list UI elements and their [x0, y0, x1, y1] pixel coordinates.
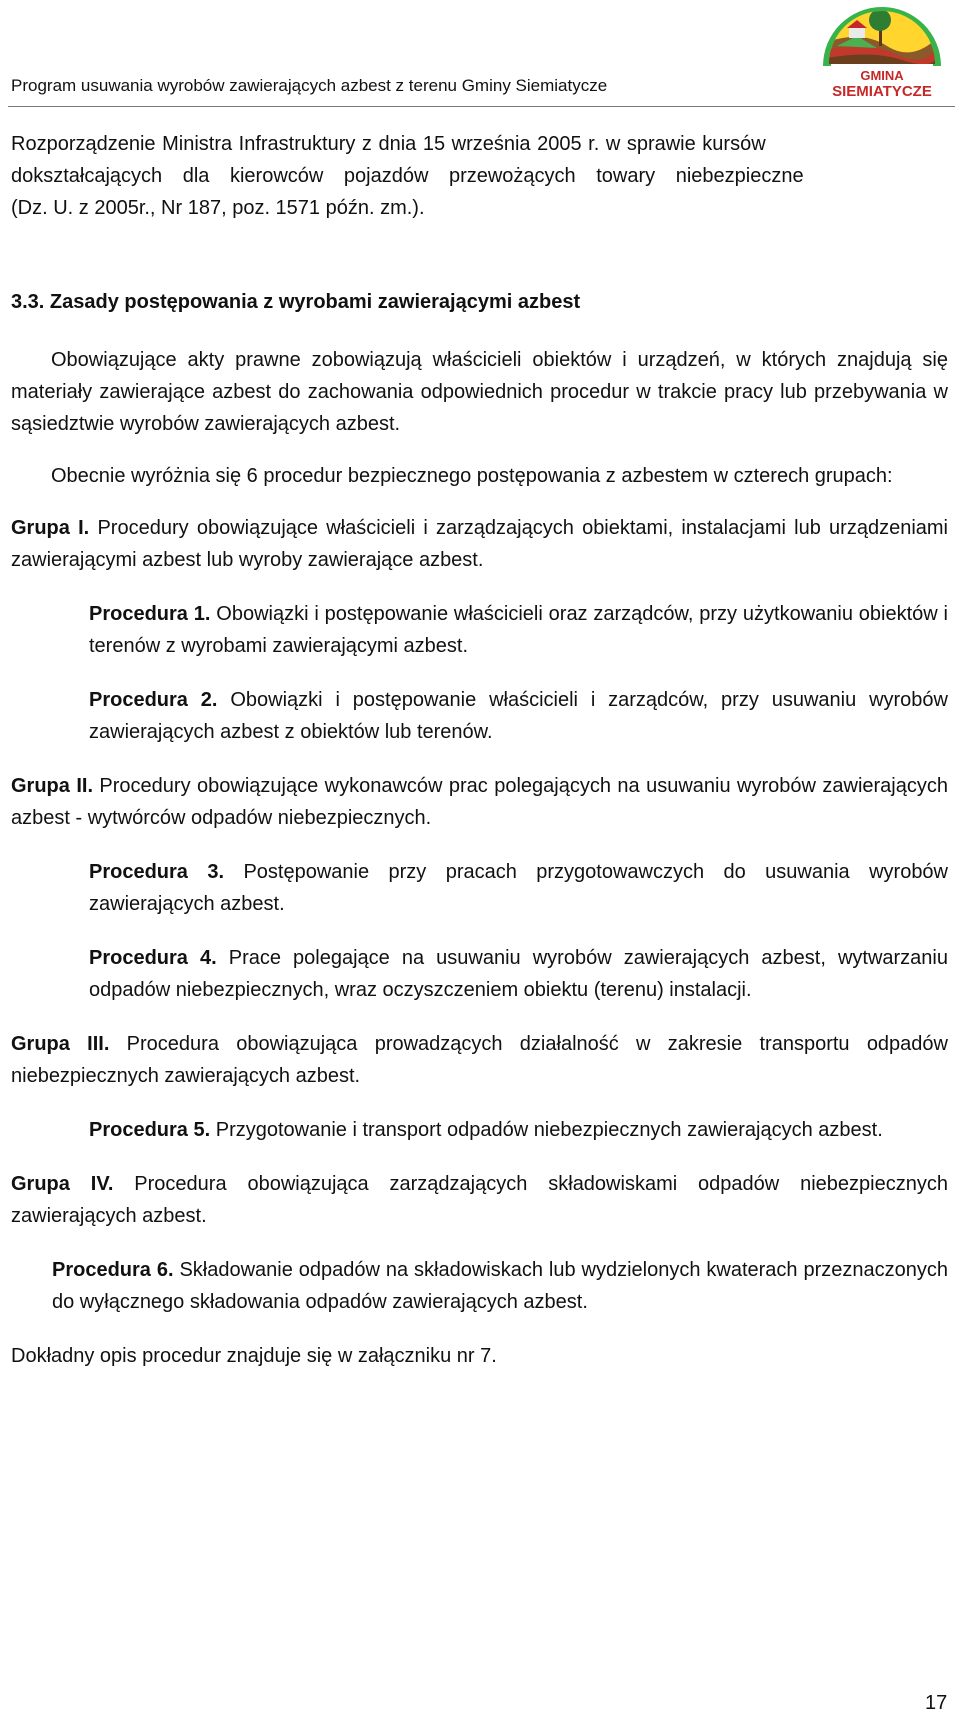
- procedure-5-text: Przygotowanie i transport odpadów niebezpiecznych zawierających azbest.: [210, 1119, 883, 1141]
- group-4-label: Grupa IV.: [11, 1173, 114, 1195]
- group-3: [11, 1028, 948, 1092]
- procedure-4-label: Procedura 4.: [89, 947, 217, 969]
- section-paragraph-1: Obowiązujące akty prawne zobowiązują właścicieli obiektów i urządzeń, w których znajdują się materiały zawierające azbest do zachowania odpowiednich procedur w trakcie pracy lub przebywania w sąsiedztwie wyrobów zawierających azbest.: [11, 349, 948, 435]
- group-2: [11, 770, 948, 834]
- procedure-1-text: Obowiązki i postępowanie właścicieli oraz zarządców, przy użytkowaniu obiektów i terenów z wyrobami zawierającymi azbest.: [89, 603, 948, 657]
- procedure-3-text: Postępowanie przy pracach przygotowawczych do usuwania wyrobów zawierających azbest.: [89, 861, 949, 915]
- intro-line-3: (Dz. U. z 2005r., Nr 187, poz. 1571 późn. zm.).: [11, 197, 425, 219]
- group-4: [11, 1168, 948, 1232]
- intro-line-1: Rozporządzenie Ministra Infrastruktury z dnia 15 września 2005 r. w sprawie kursów: [11, 133, 766, 155]
- procedure-2-label: Procedura 2.: [89, 689, 218, 711]
- group-1: [11, 512, 948, 576]
- procedure-4: [11, 942, 948, 1006]
- procedure-6-label: Procedura 6.: [52, 1259, 174, 1281]
- procedure-2-text: Obowiązki i postępowanie właścicieli i zarządców, przy usuwaniu wyrobów zawierających azbest z obiektów lub terenów.: [89, 689, 948, 743]
- procedure-4-text: Prace polegające na usuwaniu wyrobów zawierających azbest, wytwarzaniu odpadów niebezpiecznych, wraz oczyszczeniem obiektu (terenu) instalacji.: [89, 947, 948, 1001]
- gmina-siemiatycze-logo: [817, 2, 947, 102]
- header-title: Program usuwania wyrobów zawierających azbest z terenu Gminy Siemiatycze: [11, 76, 608, 95]
- group-3-text: Procedura obowiązująca prowadzących działalność w zakresie transportu odpadów niebezpiecznych zawierających azbest.: [11, 1033, 948, 1087]
- section-paragraph-2: Obecnie wyróżnia się 6 procedur bezpiecznego postępowania z azbestem w czterech grupach:: [51, 465, 893, 487]
- section-heading: 3.3. Zasady postępowania z wyrobami zawierającymi azbest: [11, 291, 581, 313]
- closing-note: Dokładny opis procedur znajduje się w załączniku nr 7.: [11, 1345, 497, 1367]
- intro-line-2: dokształcających dla kierowców pojazdów przewożących towary niebezpieczne: [11, 165, 804, 187]
- procedure-2: [11, 684, 948, 748]
- group-2-text: Procedury obowiązujące wykonawców prac polegających na usuwaniu wyrobów zawierających azbest - wytwórców odpadów niebezpiecznych.: [11, 775, 948, 829]
- group-1-label: Grupa I.: [11, 517, 90, 539]
- procedure-5: [11, 1114, 948, 1146]
- procedure-5-label: Procedura 5.: [89, 1119, 211, 1141]
- procedure-1-label: Procedura 1.: [89, 603, 211, 625]
- group-4-text: Procedura obowiązująca zarządzających składowiskami odpadów niebezpiecznych zawierających azbest.: [11, 1173, 948, 1227]
- group-1-text: Procedury obowiązujące właścicieli i zarządzających obiektami, instalacjami lub urządzeniami zawierającymi azbest lub wyroby zawierające azbest.: [11, 517, 948, 571]
- procedure-1: [11, 598, 948, 662]
- group-2-label: Grupa II.: [11, 775, 93, 797]
- procedure-6: [11, 1254, 948, 1318]
- document-body: [11, 128, 948, 1372]
- procedure-6-text: Składowanie odpadów na składowiskach lub wydzielonych kwaterach przeznaczonych do wyłącznego składowania odpadów zawierających azbest.: [52, 1259, 948, 1313]
- procedure-3-label: Procedura 3.: [89, 861, 225, 883]
- logo-text-gmina: GMINA: [860, 68, 904, 83]
- header-divider: [8, 106, 955, 107]
- page-number: 17: [925, 1692, 948, 1714]
- procedure-3: [11, 856, 948, 920]
- group-3-label: Grupa III.: [11, 1033, 110, 1055]
- page-header: [0, 0, 960, 110]
- logo-text-siemiatycze: SIEMIATYCZE: [832, 83, 932, 100]
